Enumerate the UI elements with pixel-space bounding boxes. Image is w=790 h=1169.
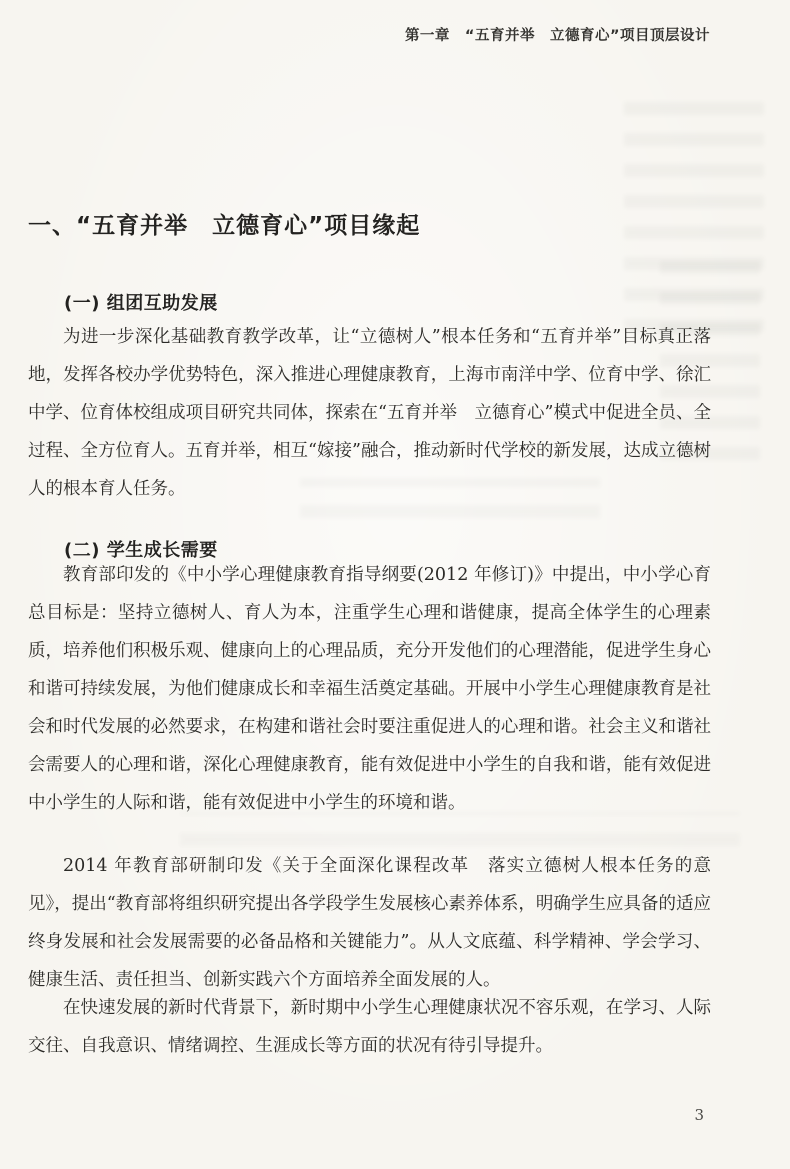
page-number: 3 bbox=[694, 1106, 704, 1124]
paragraph-guideline-2012: 教育部印发的《中小学心理健康教育指导纲要(2012 年修订)》中提出，中小学心育总目标是：坚持立德树人、育人为本，注重学生心理和谐健康，提高全体学生的心理素质，培养他们积极乐观、健康向上的心理品质，充分开发他们的心理潜能，促进学生身心和谐可持续发展，为他们健康成长和幸福生活奠定基础。开展中小学生心理健康教育是社会和时代发展的必然要求，在构建和谐社会时要注重促进人的心理和谐。社会主义和谐社会需要人的心理和谐，深化心理健康教育，能有效促进中小学生的自我和谐，能有效促进中小学生的人际和谐，能有效促进中小学生的环境和谐。 bbox=[28, 565, 711, 813]
paragraph-new-era-status: 在快速发展的新时代背景下，新时期中小学生心理健康状况不容乐观，在学习、人际交往、自我意识、情绪调控、生涯成长等方面的状况有待引导提升。 bbox=[28, 998, 711, 1056]
section-title: 一、“五育并举 立德育心”项目缘起 bbox=[28, 213, 421, 239]
subsection-heading-2: (二) 学生成长需要 bbox=[64, 540, 218, 561]
paragraph-opinion-2014: 2014 年教育部研制印发《关于全面深化课程改革 落实立德树人根本任务的意见》，提出“教育部将组织研究提出各学段学生发展核心素养体系，明确学生应具备的适应终身发展和社会发展需要的必备品格和关键能力”。从人文底蕴、科学精神、学会学习、健康生活、责任担当、创新实践六个方面培养全面发展的人。 bbox=[28, 856, 711, 990]
paragraph-group-development: 为进一步深化基础教育教学改革，让“立德树人”根本任务和“五育并举”目标真正落地，发挥各校办学优势特色，深入推进心理健康教育，上海市南洋中学、位育中学、徐汇中学、位育体校组成项目研究共同体，探索在“五育并举 立德育心”模式中促进全员、全过程、全方位育人。五育并举，相互“嫁接”融合，推动新时代学校的新发展，达成立德树人的根本育人任务。 bbox=[28, 327, 711, 499]
running-header: 第一章 “五育并举 立德育心”项目顶层设计 bbox=[404, 28, 710, 44]
subsection-heading-1: (一) 组团互助发展 bbox=[64, 293, 218, 314]
